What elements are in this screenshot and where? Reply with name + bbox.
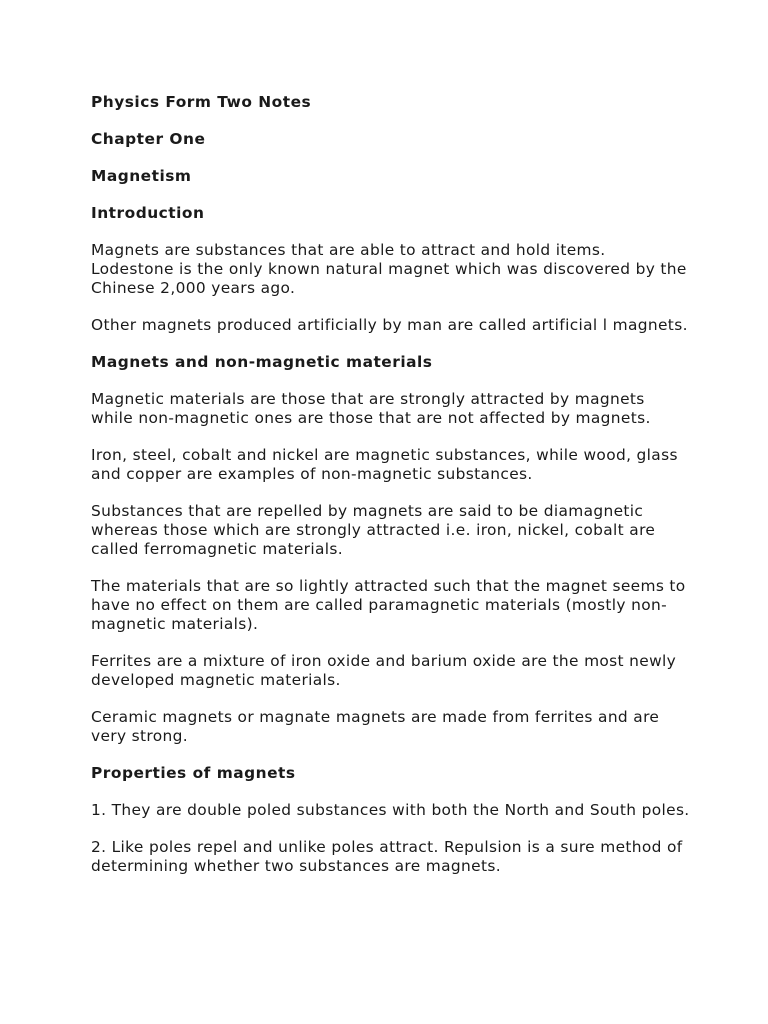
section-heading-properties: Properties of magnets [91, 764, 296, 782]
paragraph: Other magnets produced artificially by man are called artificial l magnets. [91, 316, 688, 334]
document-page [91, 93, 691, 894]
paragraph: Substances that are repelled by magnets are said to be diamagnetic whereas those which are strongly attracted i.e. iron, nickel, cobalt are called ferromagnetic materials. [91, 502, 656, 558]
paragraph: Ceramic magnets or magnate magnets are made from ferrites and are very strong. [91, 708, 660, 745]
chapter-heading: Chapter One [91, 130, 206, 148]
paragraph: Iron, steel, cobalt and nickel are magnetic substances, while wood, glass and copper are examples of non-magnetic substances. [91, 446, 678, 483]
paragraph: Magnetic materials are those that are strongly attracted by magnets while non-magnetic ones are those that are not affected by magnets. [91, 390, 651, 427]
document-title: Physics Form Two Notes [91, 93, 312, 111]
section-heading-introduction: Introduction [91, 204, 205, 222]
paragraph: 2. Like poles repel and unlike poles attract. Repulsion is a sure method of determining whether two substances are magnets. [91, 838, 683, 875]
paragraph: The materials that are so lightly attracted such that the magnet seems to have no effect on them are called paramagnetic materials (mostly non-magnetic materials). [91, 577, 686, 633]
paragraph: Magnets are substances that are able to attract and hold items. Lodestone is the only known natural magnet which was discovered by the Chinese 2,000 years ago. [91, 241, 687, 297]
paragraph: 1. They are double poled substances with both the North and South poles. [91, 801, 690, 819]
section-heading-magnetic-materials: Magnets and non-magnetic materials [91, 353, 433, 371]
paragraph: Ferrites are a mixture of iron oxide and barium oxide are the most newly developed magnetic materials. [91, 652, 677, 689]
topic-heading: Magnetism [91, 167, 192, 185]
